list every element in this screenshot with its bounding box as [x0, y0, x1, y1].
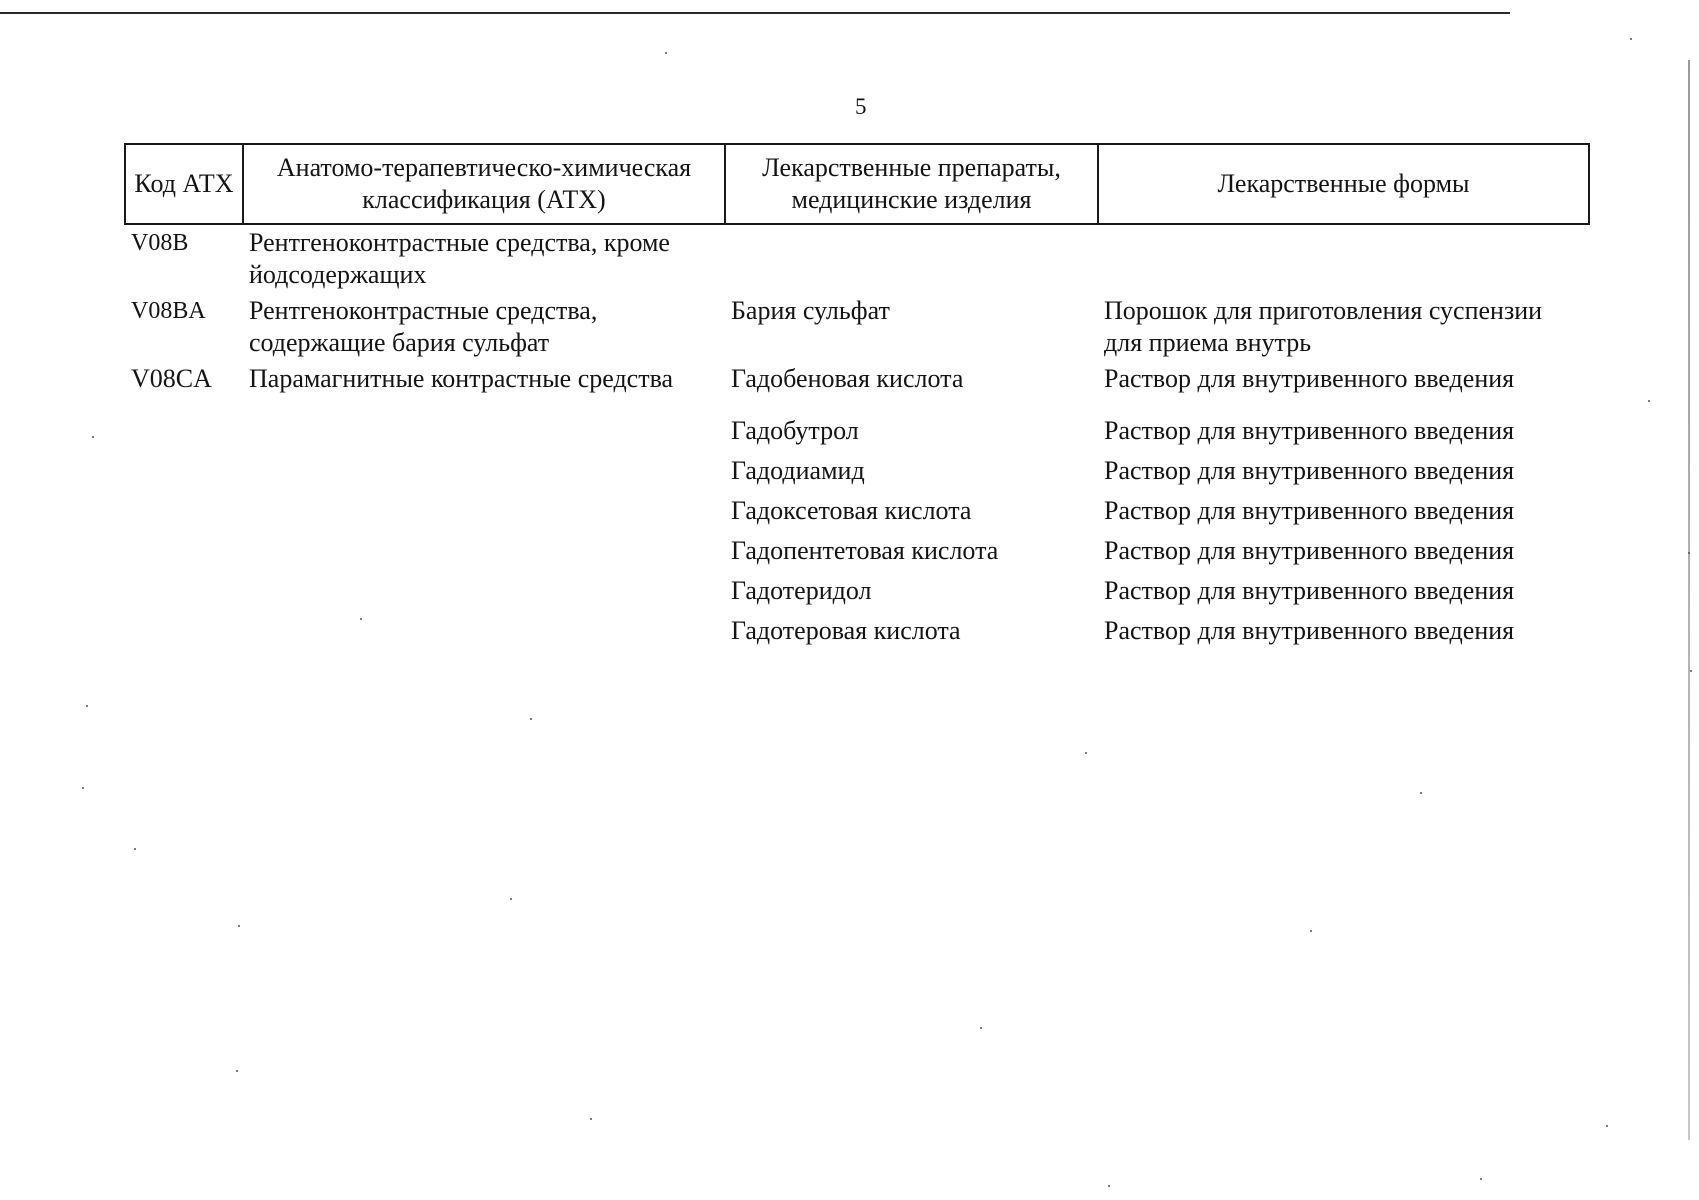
drug-name: Гадобутрол — [731, 416, 859, 445]
scan-speck — [1108, 1185, 1110, 1187]
table-row — [125, 359, 1589, 395]
header-classification: Анатомо-терапевтическо-химическая классификация (АТХ) — [243, 144, 725, 224]
scan-speck — [665, 52, 667, 54]
drug-name: Бария сульфат — [731, 296, 890, 325]
table-header-row — [125, 144, 1589, 224]
atx-code: V08BA — [131, 298, 206, 324]
atx-code: V08CA — [131, 364, 212, 393]
dosage-form: Раствор для внутривенного введения — [1104, 496, 1515, 525]
atx-code — [125, 607, 243, 647]
scan-speck — [1688, 552, 1690, 554]
atx-code — [125, 395, 243, 447]
drug-name: Гадотеровая кислота — [731, 616, 961, 645]
atx-code — [125, 447, 243, 487]
scan-speck — [134, 848, 136, 850]
atx-classification — [243, 447, 725, 487]
dosage-form: Раствор для внутривенного введения — [1104, 616, 1515, 645]
scan-speck — [1420, 792, 1422, 794]
dosage-form: Порошок для приготовления суспензии для приема внутрь — [1104, 296, 1543, 357]
dosage-form: Раствор для внутривенного введения — [1104, 416, 1515, 445]
table-row — [125, 607, 1589, 647]
scan-speck — [1630, 38, 1632, 40]
scan-speck — [1480, 1178, 1482, 1180]
atx-code — [125, 567, 243, 607]
table-row — [125, 527, 1589, 567]
scan-speck — [86, 705, 88, 707]
scan-speck — [236, 1070, 238, 1072]
drug-name: Гадопентетовая кислота — [731, 536, 999, 565]
scan-top-border — [0, 12, 1510, 14]
table-row — [125, 395, 1589, 447]
scan-speck — [92, 436, 94, 438]
atx-classification — [243, 607, 725, 647]
table-row — [125, 487, 1589, 527]
atx-table — [124, 143, 1590, 647]
atx-classification: Рентгеноконтрастные средства, кроме йодсодержащих — [249, 228, 670, 289]
atx-classification — [243, 487, 725, 527]
scan-speck — [510, 898, 512, 900]
drug-name — [725, 224, 1098, 291]
dosage-form: Раствор для внутривенного введения — [1104, 364, 1515, 393]
scan-speck — [530, 718, 532, 720]
table-row — [125, 224, 1589, 291]
scan-speck — [590, 1118, 592, 1120]
scan-speck — [360, 618, 362, 620]
atx-classification — [243, 527, 725, 567]
drug-name: Гадодиамид — [731, 456, 865, 485]
scan-speck — [1648, 400, 1650, 402]
atx-code — [125, 527, 243, 567]
dosage-form: Раствор для внутривенного введения — [1104, 576, 1515, 605]
atx-classification — [243, 567, 725, 607]
dosage-form — [1098, 224, 1589, 291]
atx-classification — [243, 395, 725, 447]
header-forms: Лекарственные формы — [1098, 144, 1589, 224]
scan-right-edge — [1688, 60, 1690, 1140]
dosage-form: Раствор для внутривенного введения — [1104, 456, 1515, 485]
scan-speck — [238, 925, 240, 927]
table-row — [125, 291, 1589, 359]
scan-speck — [1310, 930, 1312, 932]
table-row — [125, 567, 1589, 607]
table-row — [125, 447, 1589, 487]
drug-name: Гадобеновая кислота — [731, 364, 964, 393]
scan-speck — [980, 1027, 982, 1029]
header-code: Код АТХ — [125, 144, 243, 224]
scan-speck — [1085, 752, 1087, 754]
drug-name: Гадоксетовая кислота — [731, 496, 972, 525]
atx-code: V08B — [131, 230, 189, 256]
scan-speck — [1606, 1125, 1608, 1127]
atx-classification: Парамагнитные контрастные средства — [249, 364, 674, 393]
scan-speck — [1690, 670, 1692, 672]
scan-speck — [82, 787, 84, 789]
drug-name: Гадотеридол — [731, 576, 872, 605]
header-drugs: Лекарственные препараты, медицинские изделия — [725, 144, 1098, 224]
atx-code — [125, 487, 243, 527]
page-number: 5 — [855, 94, 867, 119]
atx-classification: Рентгеноконтрастные средства, содержащие бария сульфат — [249, 296, 598, 357]
dosage-form: Раствор для внутривенного введения — [1104, 536, 1515, 565]
